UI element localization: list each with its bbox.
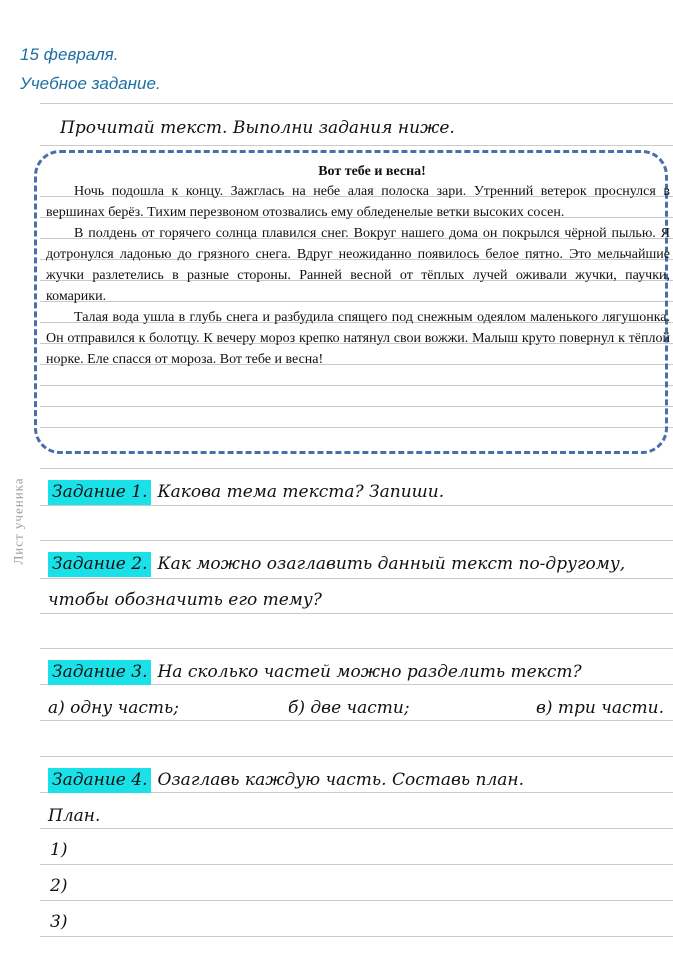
option-a: а) одну часть; — [48, 698, 179, 718]
rule-line — [40, 468, 673, 469]
story-text — [46, 163, 670, 370]
rule-line — [40, 864, 673, 865]
sidebar-label — [8, 456, 30, 586]
task-1-text: Какова тема текста? Запиши. — [157, 482, 445, 502]
task-3-text: На сколько частей можно разделить текст? — [157, 662, 582, 682]
rule-line — [40, 900, 673, 901]
story-title: Вот тебе и весна! — [318, 164, 426, 179]
page-header — [20, 40, 161, 98]
story-paragraph: Талая вода ушла в глубь снега и разбудила спящего под снежным одеялом маленького лягушонка. Он отправился к болотцу. К вечеру мороз крепко натянул свои вожжи. Малыш круто повернул к тёплой норке. Еле спасся от мороза. Вот тебе и весна! — [46, 310, 670, 367]
rule-line — [40, 103, 673, 104]
rule-line — [40, 720, 673, 721]
rule-line — [40, 540, 673, 541]
sidebar-label-text: Лист ученика — [11, 477, 26, 565]
rule-line — [40, 613, 673, 614]
task-2-continuation: чтобы обозначить его тему? — [48, 590, 322, 610]
rule-line — [40, 936, 673, 937]
plan-item: 3) — [50, 912, 68, 932]
task-1-tag: Задание 1. — [48, 480, 151, 505]
task-4-text: Озаглавь каждую часть. Составь план. — [157, 770, 525, 790]
option-b: б) две части; — [288, 698, 410, 718]
task-4-tag: Задание 4. — [48, 768, 151, 793]
plan-item: 2) — [50, 876, 68, 896]
task-3-tag: Задание 3. — [48, 660, 151, 685]
story-paragraph: Ночь подошла к концу. Зажглась на небе алая полоска зари. Утренний ветерок проснулся в вершинах берёз. Тихим перезвоном отозвались ему обледенелые ветки высоких сосен. — [46, 184, 670, 220]
task-3 — [48, 662, 582, 682]
instruction-text: Прочитай текст. Выполни задания ниже. — [60, 118, 455, 138]
date-heading: 15 февраля. — [20, 45, 119, 64]
rule-line — [40, 505, 673, 506]
assignment-subtitle: Учебное задание. — [20, 74, 161, 93]
rule-line — [40, 578, 673, 579]
task-2-tag: Задание 2. — [48, 552, 151, 577]
rule-line — [40, 648, 673, 649]
rule-line — [40, 145, 673, 146]
task-1 — [48, 482, 444, 502]
plan-item: 1) — [50, 840, 68, 860]
rule-line — [40, 756, 673, 757]
rule-line — [40, 828, 673, 829]
story-paragraph: В полдень от горячего солнца плавился снег. Вокруг нашего дома он покрылся чёрной пылью. Я дотронулся ладонью до грязного снега. Вдруг неожиданно появилось белое пятно. Это мельчайшие жучки разлетелись в разные стороны. Ранней весной от тёплых лучей оживали жучки, паучки, комарики. — [46, 226, 670, 304]
task-2-text: Как можно озаглавить данный текст по-другому, — [157, 554, 626, 574]
task-2 — [48, 554, 625, 574]
task-4 — [48, 770, 524, 790]
option-c: в) три части. — [536, 698, 664, 718]
plan-label: План. — [48, 806, 101, 826]
